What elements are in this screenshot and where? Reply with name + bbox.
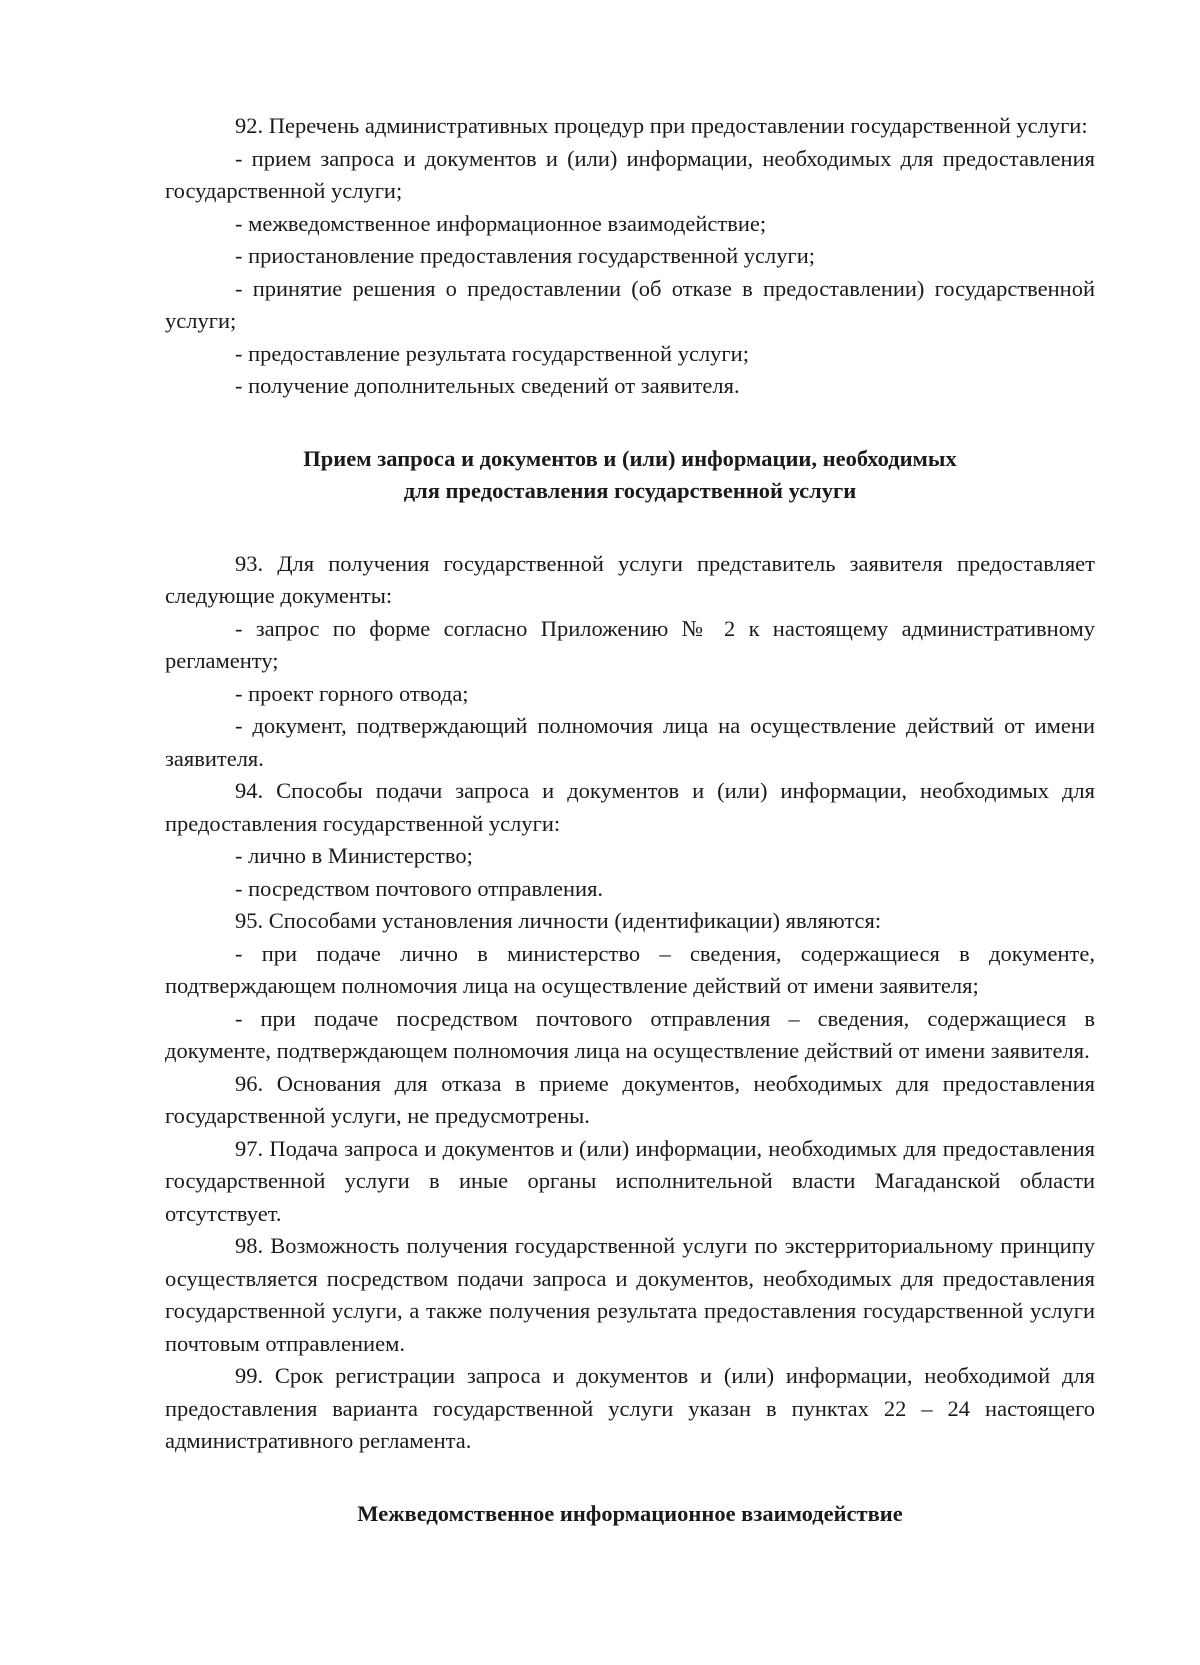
section-heading-line: для предоставления государственной услуги [403, 478, 857, 503]
paragraph-94: 94. Способы подачи запроса и документов и (или) информации, необходимых для предоставления государственной услуги: [165, 778, 1095, 836]
paragraph-96: 96. Основания для отказа в приеме документов, необходимых для предоставления государственной услуги, не предусмотрены. [165, 1070, 1095, 1128]
list-item: - при подаче лично в министерство – сведения, содержащиеся в документе, подтверждающем полномочия лица на осуществление действий от имени заявителя; [165, 940, 1095, 998]
page-content [165, 110, 1095, 1530]
list-item: - получение дополнительных сведений от заявителя. [235, 373, 740, 398]
list-item: - запрос по форме согласно Приложению № 2 к настоящему административному регламенту; [165, 615, 1095, 673]
section-heading-interagency: Межведомственное информационное взаимодействие [357, 1500, 903, 1526]
list-item: - прием запроса и документов и (или) информации, необходимых для предоставления государственной услуги; [165, 145, 1095, 203]
list-item: - приостановление предоставления государственной услуги; [235, 243, 816, 268]
paragraph-97: 97. Подача запроса и документов и (или) информации, необходимых для предоставления государственной услуги в иные органы исполнительной власти Магаданской области отсутствует. [165, 1135, 1095, 1226]
paragraph-98: 98. Возможность получения государственной услуги по экстерриториальному принципу осуществляется посредством подачи запроса и документов, необходимых для предоставления государственной услуги, а также получения результата предоставления государственной услуги почтовым отправлением. [165, 1233, 1095, 1356]
list-item: - принятие решения о предоставлении (об отказе в предоставлении) государственной услуги; [165, 275, 1095, 333]
list-item: - межведомственное информационное взаимодействие; [235, 210, 767, 236]
section-heading-line: Прием запроса и документов и (или) информации, необходимых [303, 445, 957, 471]
paragraph-95: 95. Способами установления личности (идентификации) являются: [235, 908, 882, 933]
paragraph-99: 99. Срок регистрации запроса и документов и (или) информации, необходимой для предоставления варианта государственной услуги указан в пунктах 22 – 24 настоящего административного регламента. [165, 1363, 1095, 1453]
list-item: - при подаче посредством почтового отправления – сведения, содержащиеся в документе, подтверждающем полномочия лица на осуществление действий от имени заявителя. [165, 1005, 1095, 1063]
list-item: - предоставление результата государственной услуги; [235, 340, 749, 366]
list-item: - посредством почтового отправления. [235, 875, 604, 901]
paragraph-92: 92. Перечень административных процедур при предоставлении государственной услуги: [235, 113, 1088, 138]
section-heading-reception [165, 443, 1095, 508]
list-item: - документ, подтверждающий полномочия лица на осуществление действий от имени заявителя. [165, 713, 1095, 771]
list-item: - лично в Министерство; [235, 843, 473, 868]
list-item: - проект горного отвода; [235, 680, 469, 706]
paragraph-93: 93. Для получения государственной услуги представитель заявителя предоставляет следующие документы: [165, 550, 1095, 608]
